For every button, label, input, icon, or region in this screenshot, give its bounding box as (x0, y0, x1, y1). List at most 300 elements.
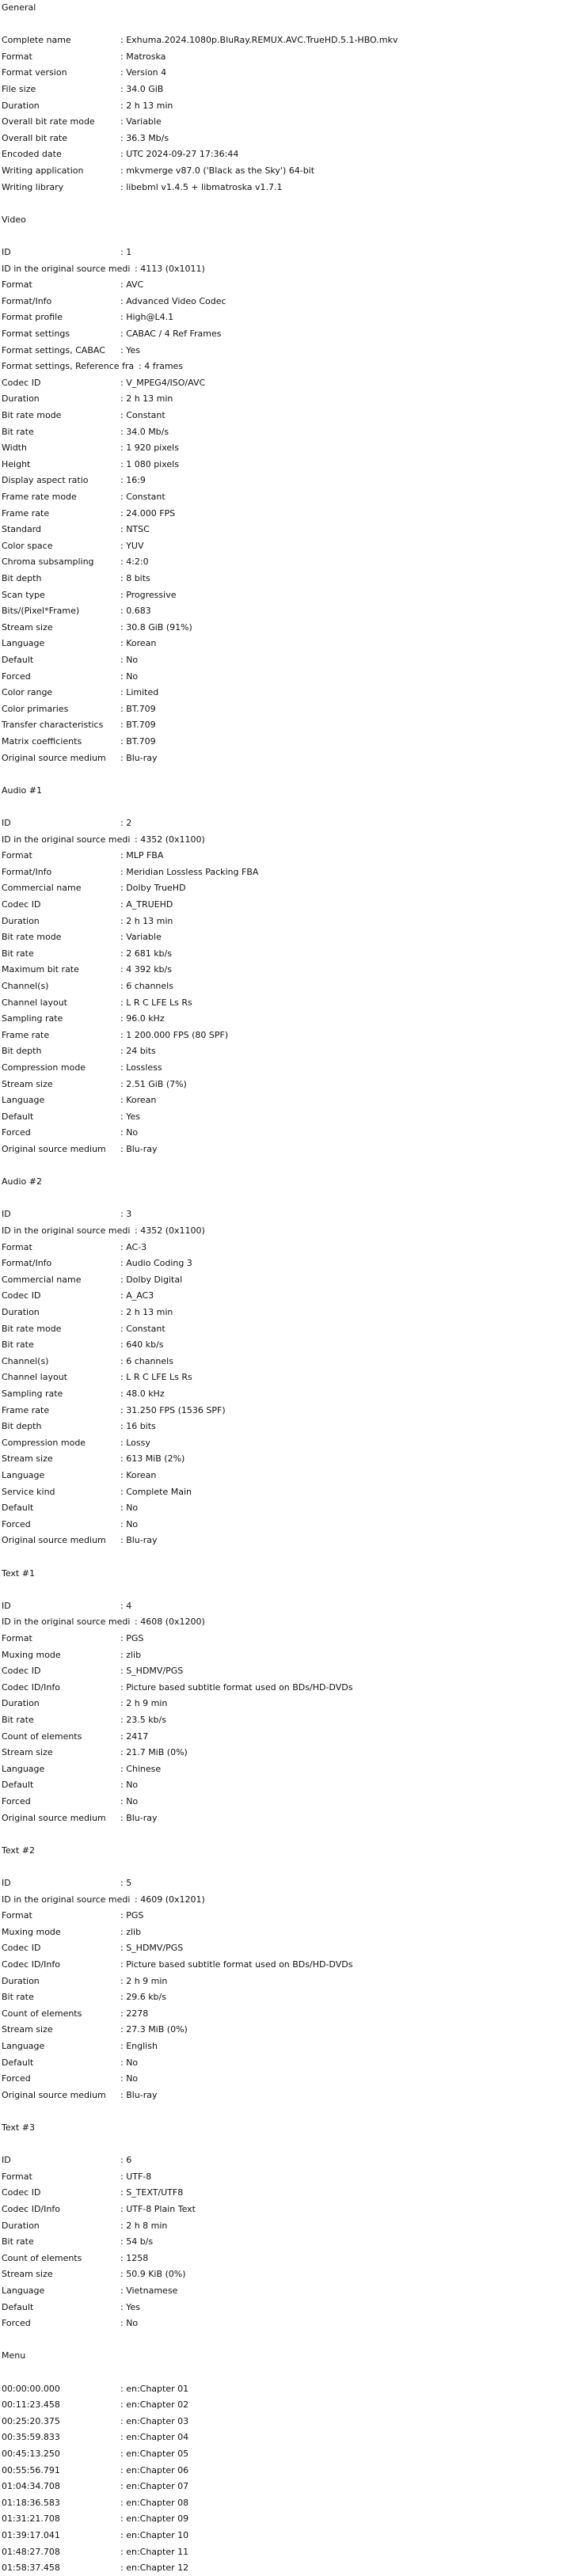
field-label: Commercial name (2, 1274, 82, 1285)
field-value: : 2 h 9 min (120, 1698, 168, 1709)
field-value: : en:Chapter 07 (120, 2481, 189, 2492)
info-row (2, 2038, 158, 2054)
info-row (2, 717, 156, 733)
field-label: Format/Info (2, 1258, 52, 1269)
field-value: : 96.0 kHz (120, 1013, 165, 1024)
field-value: : 1258 (120, 2252, 149, 2263)
field-value: : Blu-ray (120, 1535, 158, 1546)
field-label: ID (2, 1878, 11, 1888)
field-value: : Blu-ray (120, 752, 158, 763)
info-row (2, 1533, 158, 1548)
info-row (2, 1077, 187, 1092)
field-value: : 613 MiB (2%) (120, 1453, 185, 1465)
field-label: Codec ID/Info (2, 2204, 60, 2214)
field-label: Stream size (2, 1453, 53, 1465)
info-row (2, 1517, 139, 1533)
info-row (2, 2218, 168, 2234)
info-row (2, 2414, 189, 2430)
field-label: Default (2, 2301, 34, 2312)
field-label: Service kind (2, 1486, 55, 1497)
info-row (2, 1206, 132, 1222)
info-row (2, 603, 151, 619)
field-value: : Version 4 (120, 67, 167, 78)
field-label: 01:04:34.708 (2, 2481, 60, 2492)
field-value: : Constant (120, 410, 166, 420)
info-row (2, 2560, 189, 2576)
section-title: Audio #2 (2, 1176, 42, 1187)
field-label: Default (2, 1780, 34, 1791)
field-value: : en:Chapter 03 (120, 2415, 189, 2426)
info-row (2, 131, 169, 146)
field-label: Writing application (2, 165, 84, 176)
field-value: : UTC 2024-09-27 17:36:44 (120, 149, 239, 160)
field-label: Forced (2, 1796, 31, 1807)
info-row (2, 1794, 139, 1810)
field-value: : Picture based subtitle format used on BDs/HD-DVDs (120, 1681, 353, 1693)
field-value: : CABAC / 4 Ref Frames (120, 329, 222, 339)
field-label: Stream size (2, 621, 53, 633)
info-row (2, 2152, 132, 2168)
info-row (2, 1142, 158, 1157)
field-label: Count of elements (2, 2252, 82, 2263)
field-label: Original source medium (2, 1535, 106, 1546)
info-row (2, 864, 259, 880)
field-value: : 3 (120, 1209, 132, 1220)
field-value: : Variable (120, 116, 162, 127)
info-row (2, 587, 177, 603)
field-label: Count of elements (2, 2008, 82, 2019)
field-value: : 54 b/s (120, 2236, 154, 2247)
field-value: : 4352 (0x1100) (135, 834, 205, 845)
field-value: : BT.709 (120, 703, 156, 714)
info-row (2, 1272, 183, 1288)
field-label: Sampling rate (2, 1389, 63, 1399)
field-label: Format profile (2, 312, 63, 323)
field-value: : 4 392 kb/s (120, 964, 172, 975)
field-label: Compression mode (2, 1437, 86, 1448)
info-row (2, 32, 398, 48)
field-label: ID in the original source medi (2, 263, 131, 274)
field-value: : 1 (120, 247, 132, 257)
field-value: : 50.9 KiB (0%) (120, 2269, 186, 2280)
info-row (2, 506, 176, 522)
info-row (2, 489, 166, 505)
info-row (2, 277, 144, 293)
field-label: Stream size (2, 1747, 53, 1758)
info-row (2, 1500, 139, 1516)
field-value: : 8 bits (120, 573, 150, 583)
field-value: : en:Chapter 02 (120, 2399, 189, 2411)
field-value: : 2.51 GiB (7%) (120, 1078, 187, 1089)
field-label: Duration (2, 393, 40, 405)
field-value: : Chinese (120, 1763, 162, 1774)
field-value: : 4609 (0x1201) (135, 1894, 205, 1905)
info-row (2, 962, 172, 978)
info-row (2, 1647, 142, 1663)
field-label: Bit depth (2, 1421, 42, 1432)
field-label: Compression mode (2, 1062, 86, 1073)
field-label: ID (2, 247, 11, 257)
field-value: : Picture based subtitle format used on BDs/HD-DVDs (120, 1959, 353, 1970)
field-label: Original source medium (2, 2089, 106, 2100)
section-title: Text #3 (2, 2122, 35, 2133)
field-label: Format/Info (2, 866, 52, 877)
field-value: : 34.0 GiB (120, 84, 164, 94)
field-label: Writing library (2, 181, 64, 192)
field-label: Channel layout (2, 1372, 67, 1383)
field-label: Complete name (2, 35, 71, 46)
field-value: : Lossless (120, 1062, 162, 1073)
field-value: : No (120, 2057, 139, 2068)
info-row (2, 1810, 158, 1826)
field-label: Forced (2, 1518, 31, 1529)
field-value: : en:Chapter 09 (120, 2513, 189, 2525)
field-label: Maximum bit rate (2, 964, 79, 975)
field-value: : 31.250 FPS (1536 SPF) (120, 1404, 226, 1415)
field-label: Format (2, 2171, 32, 2182)
field-label: Language (2, 1095, 45, 1106)
field-value: : 4352 (0x1100) (135, 1225, 205, 1236)
field-value: : PGS (120, 1910, 144, 1921)
field-label: 00:11:23.458 (2, 2399, 60, 2411)
field-value: : 23.5 kb/s (120, 1715, 166, 1725)
field-value: : Vietnamese (120, 2285, 178, 2296)
field-value: : L R C LFE Ls Rs (120, 997, 192, 1008)
field-label: Commercial name (2, 883, 82, 894)
field-label: Codec ID (2, 377, 41, 388)
field-value: : 2 h 13 min (120, 1307, 173, 1317)
field-value: : No (120, 1518, 139, 1529)
field-value: : AC-3 (120, 1241, 147, 1252)
field-label: ID in the original source medi (2, 834, 131, 845)
info-row (2, 1761, 162, 1777)
info-row (2, 636, 157, 652)
field-label: 01:48:27.708 (2, 2546, 60, 2557)
info-row (2, 294, 226, 310)
field-value: : en:Chapter 04 (120, 2432, 189, 2443)
field-value: : No (120, 1127, 139, 1138)
field-value: : libebml v1.4.5 + libmatroska v1.7.1 (120, 181, 283, 192)
field-label: Default (2, 2057, 34, 2068)
field-label: Format (2, 850, 32, 861)
info-row (2, 2283, 178, 2299)
field-value: : Yes (120, 2301, 140, 2312)
field-label: Width (2, 443, 27, 454)
info-row (2, 522, 150, 538)
field-label: Duration (2, 2220, 40, 2231)
field-label: ID (2, 818, 11, 828)
field-value: : Korean (120, 1470, 157, 1480)
info-row (2, 1321, 166, 1337)
info-row (2, 1957, 353, 1973)
info-row (2, 2202, 196, 2217)
info-row (2, 1875, 132, 1891)
section-title: General (2, 2, 36, 13)
info-row (2, 1745, 188, 1761)
info-row (2, 261, 205, 277)
info-row (2, 1403, 226, 1419)
field-value: : 2 681 kb/s (120, 948, 172, 959)
info-row (2, 180, 283, 196)
info-row (2, 2511, 189, 2527)
info-row (2, 1240, 147, 1256)
info-row (2, 1337, 164, 1353)
field-value: : Constant (120, 1323, 166, 1334)
field-label: Color primaries (2, 703, 69, 714)
info-row (2, 424, 169, 440)
info-row (2, 2088, 158, 2103)
field-label: 00:45:13.250 (2, 2449, 60, 2459)
field-label: Bit rate (2, 426, 34, 437)
field-label: 00:35:59.833 (2, 2432, 60, 2443)
info-row (2, 114, 162, 130)
field-value: : 1 080 pixels (120, 458, 179, 469)
field-label: Bit rate (2, 1339, 34, 1351)
info-row (2, 2055, 139, 2071)
field-value: : 21.7 MiB (0%) (120, 1747, 188, 1758)
field-value: : 36.3 Mb/s (120, 132, 169, 143)
info-row (2, 326, 222, 342)
field-value: : 24 bits (120, 1046, 156, 1057)
field-value: : BT.709 (120, 720, 156, 731)
field-value: : 2 h 13 min (120, 100, 173, 111)
field-value: : 2417 (120, 1731, 149, 1742)
field-value: : Dolby TrueHD (120, 883, 186, 894)
field-label: Codec ID (2, 1290, 41, 1301)
field-value: : NTSC (120, 524, 150, 535)
field-value: : 4:2:0 (120, 557, 149, 568)
info-row (2, 652, 139, 668)
field-value: : UTF-8 (120, 2171, 152, 2182)
info-row (2, 359, 184, 374)
info-row (2, 65, 167, 81)
field-label: Language (2, 1470, 45, 1480)
info-row (2, 1729, 149, 1745)
field-label: Language (2, 1763, 45, 1774)
field-value: : Progressive (120, 589, 177, 600)
info-row (2, 1663, 184, 1679)
field-value: : 29.6 kb/s (120, 1992, 166, 2003)
info-row (2, 2251, 149, 2266)
info-row (2, 1451, 185, 1467)
info-row (2, 554, 149, 570)
field-value: : No (120, 671, 139, 682)
info-row (2, 848, 164, 864)
info-row (2, 880, 186, 896)
field-label: Format (2, 1241, 32, 1252)
info-row (2, 49, 166, 65)
field-label: Format/Info (2, 295, 52, 306)
field-label: Display aspect ratio (2, 475, 89, 486)
info-row (2, 620, 192, 636)
info-row (2, 98, 173, 114)
info-row (2, 1989, 166, 2005)
field-label: Codec ID (2, 1666, 41, 1677)
field-value: : 30.8 GiB (91%) (120, 621, 192, 633)
field-label: Original source medium (2, 752, 106, 763)
field-label: Format settings (2, 329, 70, 339)
field-label: Language (2, 2041, 45, 2051)
field-label: Format (2, 279, 32, 291)
field-value: : en:Chapter 10 (120, 2530, 189, 2540)
info-row (2, 750, 158, 766)
field-label: Overall bit rate (2, 132, 67, 143)
field-label: 00:25:20.375 (2, 2415, 60, 2426)
field-label: Stream size (2, 1078, 53, 1089)
field-label: Bit rate (2, 948, 34, 959)
info-row (2, 929, 162, 945)
field-value: : YUV (120, 540, 144, 551)
field-label: Original source medium (2, 1812, 106, 1823)
field-label: Matrix coefficients (2, 736, 82, 747)
field-value: : Blu-ray (120, 2089, 158, 2100)
field-label: Frame rate (2, 507, 50, 519)
field-value: : zlib (120, 1926, 142, 1937)
field-value: : Korean (120, 1095, 157, 1106)
field-value: : Meridian Lossless Packing FBA (120, 866, 259, 877)
info-row (2, 669, 139, 685)
field-value: : 27.3 MiB (0%) (120, 2024, 188, 2035)
field-label: Bit rate (2, 1715, 34, 1725)
info-row (2, 1092, 157, 1108)
field-value: : 24.000 FPS (120, 507, 176, 519)
info-row (2, 2528, 189, 2544)
section-title: Menu (2, 2350, 26, 2361)
info-row (2, 408, 166, 424)
field-value: : 2278 (120, 2008, 149, 2019)
field-value: : 4113 (0x1011) (135, 263, 205, 274)
field-label: Channel(s) (2, 981, 49, 991)
section-title: Text #2 (2, 1845, 35, 1856)
field-value: : Audio Coding 3 (120, 1258, 192, 1269)
info-row (2, 1468, 157, 1484)
info-row (2, 1109, 140, 1125)
field-value: : Complete Main (120, 1486, 192, 1497)
field-value: : L R C LFE Ls Rs (120, 1372, 192, 1383)
field-value: : 34.0 Mb/s (120, 426, 169, 437)
field-label: Format version (2, 67, 67, 78)
field-value: : A_AC3 (120, 1290, 154, 1301)
field-value: : No (120, 2073, 139, 2084)
field-value: : 2 h 9 min (120, 1975, 168, 1986)
section-title: Audio #1 (2, 785, 42, 796)
info-row (2, 1974, 168, 1989)
field-label: 01:18:36.583 (2, 2497, 60, 2508)
field-value: : No (120, 1796, 139, 1807)
info-row (2, 1256, 192, 1271)
field-value: : 16 bits (120, 1421, 156, 1432)
field-value: : en:Chapter 05 (120, 2449, 189, 2459)
field-value: : 1 920 pixels (120, 443, 179, 454)
field-label: Muxing mode (2, 1649, 61, 1660)
field-label: ID (2, 2155, 11, 2166)
field-value: : 2 h 8 min (120, 2220, 168, 2231)
field-label: Overall bit rate mode (2, 116, 95, 127)
field-label: 01:58:37.458 (2, 2563, 60, 2574)
info-row (2, 2022, 188, 2038)
field-value: : 6 (120, 2155, 132, 2166)
field-label: Bit rate (2, 1992, 34, 2003)
field-value: : 2 h 13 min (120, 915, 173, 926)
field-value: : 2 (120, 818, 132, 828)
info-row (2, 1060, 162, 1076)
field-value: : Blu-ray (120, 1144, 158, 1154)
info-row (2, 391, 173, 407)
field-value: : Advanced Video Codec (120, 295, 226, 306)
field-label: Default (2, 1111, 34, 1122)
field-label: Bit rate mode (2, 1323, 62, 1334)
field-label: Bit depth (2, 1046, 42, 1057)
field-label: Format (2, 51, 32, 62)
field-value: : 48.0 kHz (120, 1389, 165, 1399)
field-label: Sampling rate (2, 1013, 63, 1024)
field-value: : PGS (120, 1633, 144, 1643)
field-label: Default (2, 1503, 34, 1514)
field-label: ID in the original source medi (2, 1225, 131, 1236)
info-row (2, 946, 172, 962)
field-label: 00:55:56.791 (2, 2464, 60, 2475)
field-label: Bit depth (2, 573, 42, 583)
field-value: : 640 kb/s (120, 1339, 164, 1351)
field-label: Frame rate (2, 1029, 50, 1040)
field-value: : en:Chapter 01 (120, 2383, 189, 2394)
field-label: Muxing mode (2, 1926, 61, 1937)
field-value: : en:Chapter 12 (120, 2563, 189, 2574)
field-label: Count of elements (2, 1731, 82, 1742)
field-label: Forced (2, 1127, 31, 1138)
field-label: Chroma subsampling (2, 557, 94, 568)
field-label: Color space (2, 540, 53, 551)
field-value: : English (120, 2041, 158, 2051)
info-row (2, 1386, 165, 1402)
field-value: : Lossy (120, 1437, 150, 1448)
field-label: Bit rate mode (2, 932, 62, 943)
field-value: : No (120, 2318, 139, 2329)
field-label: Frame rate mode (2, 492, 77, 502)
info-row (2, 2381, 189, 2397)
info-row (2, 1305, 173, 1320)
info-row (2, 571, 150, 587)
field-label: Bits/(Pixel*Frame) (2, 606, 80, 617)
field-label: Stream size (2, 2024, 53, 2035)
section-title: Text #1 (2, 1567, 35, 1579)
field-label: Default (2, 655, 34, 665)
info-row (2, 2300, 140, 2316)
field-label: Duration (2, 1698, 40, 1709)
field-value: : A_TRUEHD (120, 899, 173, 910)
field-value: : 0.683 (120, 606, 151, 617)
field-value: : No (120, 1780, 139, 1791)
field-label: Channel layout (2, 997, 67, 1008)
field-value: : Blu-ray (120, 1812, 158, 1823)
field-value: : S_HDMV/PGS (120, 1666, 184, 1677)
field-label: Duration (2, 1975, 40, 1986)
field-label: Stream size (2, 2269, 53, 2280)
field-value: : Matroska (120, 51, 166, 62)
info-row (2, 1288, 154, 1304)
field-value: : zlib (120, 1649, 142, 1660)
field-value: : Exhuma.2024.1080p.BluRay.REMUX.AVC.TrueHD.5.1-HBO.mkv (120, 35, 398, 46)
field-value: : Dolby Digital (120, 1274, 183, 1285)
info-row (2, 914, 173, 929)
field-label: Bit rate mode (2, 410, 62, 420)
field-label: ID in the original source medi (2, 1617, 131, 1628)
field-value: : UTF-8 Plain Text (120, 2204, 196, 2214)
field-value: : 4 frames (139, 361, 184, 372)
field-label: Frame rate (2, 1404, 50, 1415)
info-row (2, 1011, 165, 1027)
field-label: Color range (2, 687, 53, 698)
